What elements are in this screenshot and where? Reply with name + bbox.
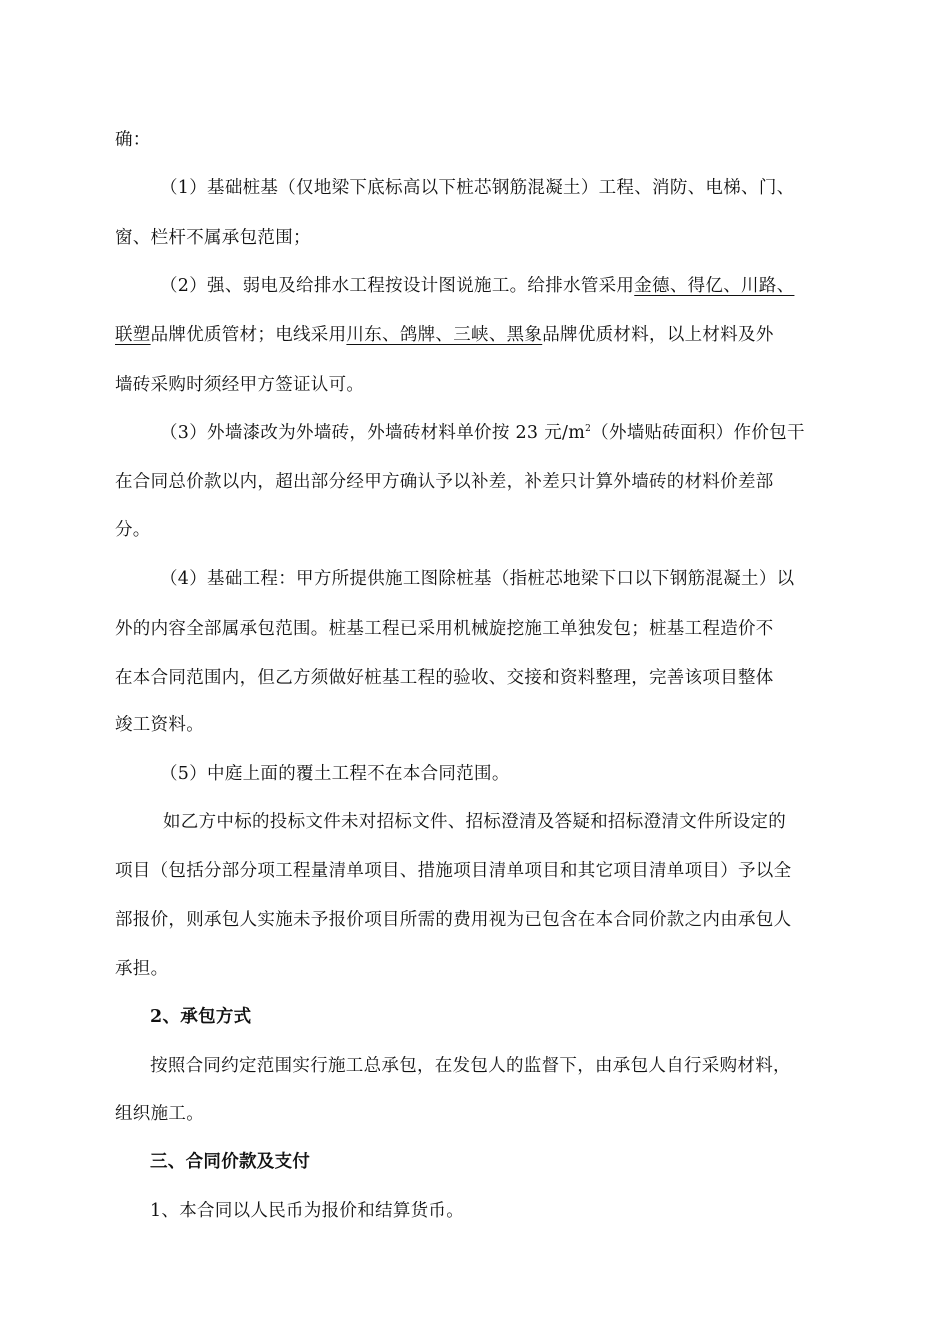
paragraph-line-19 xyxy=(150,1054,880,1078)
paragraph-line-17 xyxy=(115,908,845,932)
paragraph-line-9 xyxy=(115,518,845,542)
heading-text: 2、承包方式 xyxy=(150,1007,252,1027)
heading-text: 三、合同价款及支付 xyxy=(150,1152,311,1172)
paragraph-line-16 xyxy=(115,859,845,883)
text-run: （外墙贴砖面积）作价包干 xyxy=(591,423,805,443)
text-run: 承担。 xyxy=(115,959,169,979)
paragraph-line-10 xyxy=(160,567,890,591)
underlined-brand: 联塑 xyxy=(115,325,151,345)
section-heading-price-payment xyxy=(150,1150,880,1174)
text-run: 项目（包括分部分项工程量清单项目、措施项目清单项目和其它项目清单项目）予以全 xyxy=(115,861,792,881)
paragraph-line-4 xyxy=(160,274,890,298)
text-run: 窗、栏杆不属承包范围； xyxy=(115,228,311,248)
text-run: （4）基础工程：甲方所提供施工图除桩基（指桩芯地梁下口以下钢筋混凝土）以 xyxy=(160,569,795,589)
paragraph-line-18 xyxy=(115,957,845,981)
paragraph-line-21 xyxy=(150,1199,880,1223)
paragraph-line-1 xyxy=(115,128,845,152)
text-run: 在合同总价款以内，超出部分经甲方确认予以补差，补差只计算外墙砖的材料价差部 xyxy=(115,472,774,492)
text-run: 按照合同约定范围实行施工总承包，在发包人的监督下，由承包人自行采购材料， xyxy=(150,1056,791,1076)
text-run: 确： xyxy=(115,130,151,150)
text-run: 分。 xyxy=(115,520,151,540)
paragraph-line-3 xyxy=(115,226,845,250)
text-run: （1）基础桩基（仅地梁下底标高以下桩芯钢筋混凝土）工程、消防、电梯、门、 xyxy=(160,178,795,198)
paragraph-line-12 xyxy=(115,666,845,690)
paragraph-line-13 xyxy=(115,713,845,737)
text-run: 品牌优质材料，以上材料及外 xyxy=(542,325,774,345)
text-run: 品牌优质管材；电线采用 xyxy=(150,325,347,345)
text-run: 1、本合同以人民币为报价和结算货币。 xyxy=(150,1201,465,1221)
text-run: （5）中庭上面的覆土工程不在本合同范围。 xyxy=(160,764,510,784)
paragraph-line-7 xyxy=(160,421,890,445)
underlined-brand-list: 金德、得亿、川路、 xyxy=(634,276,795,296)
text-run: 墙砖采购时须经甲方签证认可。 xyxy=(115,375,365,395)
paragraph-line-14 xyxy=(160,762,890,786)
paragraph-line-8 xyxy=(115,470,845,494)
text-run: 组织施工。 xyxy=(115,1104,204,1124)
text-run: 在本合同范围内，但乙方须做好桩基工程的验收、交接和资料整理，完善该项目整体 xyxy=(115,668,774,688)
text-run: 如乙方中标的投标文件未对招标文件、招标澄清及答疑和招标澄清文件所设定的 xyxy=(163,812,786,832)
paragraph-line-2 xyxy=(160,176,890,200)
text-run: 部报价，则承包人实施未予报价项目所需的费用视为已包含在本合同价款之内由承包人 xyxy=(115,910,792,930)
text-run: （2）强、弱电及给排水工程按设计图说施工。给排水管采用 xyxy=(160,276,635,296)
text-run: （3）外墙漆改为外墙砖，外墙砖材料单价按 23 元/m xyxy=(160,423,586,443)
section-heading-contract-method xyxy=(150,1005,880,1029)
paragraph-line-5 xyxy=(115,323,845,347)
text-run: 竣工资料。 xyxy=(115,715,204,735)
paragraph-line-20 xyxy=(115,1102,845,1126)
superscript: 2 xyxy=(585,424,592,435)
underlined-brand-list: 川东、鸽牌、三峡、黑象 xyxy=(346,325,543,345)
text-run: 外的内容全部属承包范围。桩基工程已采用机械旋挖施工单独发包；桩基工程造价不 xyxy=(115,619,774,639)
paragraph-line-6 xyxy=(115,373,845,397)
paragraph-line-15 xyxy=(163,810,893,834)
paragraph-line-11 xyxy=(115,617,845,641)
